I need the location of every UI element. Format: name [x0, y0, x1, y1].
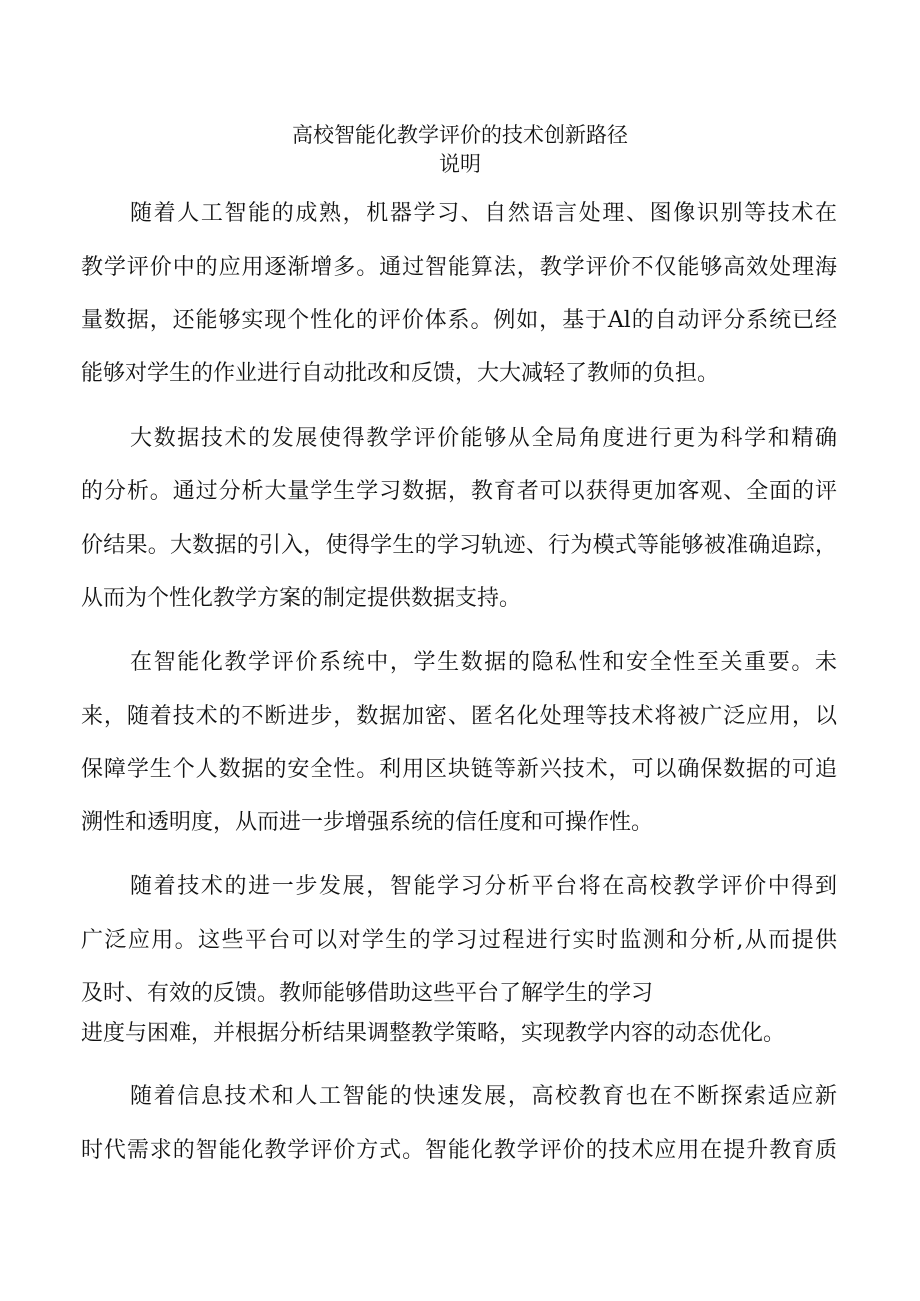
paragraph-2-line-4: 从而为个性化教学方案的制定提供数据支持。 — [81, 586, 522, 611]
document-title: 高校智能化教学评价的技术创新路径 — [292, 123, 628, 147]
paragraph-1-line-3: 量数据，还能够实现个性化的评价体系。例如，基于Al的自动评分系统已经 — [81, 308, 837, 333]
paragraph-5-line-1: 随着信息技术和人工智能的快速发展，高校教育也在不断探索适应新 — [130, 1084, 837, 1109]
paragraph-5-line-2: 时代需求的智能化教学评价方式。智能化教学评价的技术应用在提升教育质 — [81, 1138, 837, 1163]
paragraph-3-line-2: 来，随着技术的不断进步，数据加密、匿名化处理等技术将被广泛应用，以 — [81, 704, 837, 729]
paragraph-4-line-2: 广泛应用。这些平台可以对学生的学习过程进行实时监测和分析,从而提供 — [81, 928, 837, 953]
paragraph-2-line-1: 大数据技术的发展使得教学评价能够从全局角度进行更为科学和精确 — [130, 426, 837, 451]
paragraph-1-line-4: 能够对学生的作业进行自动批改和反馈，大大减轻了教师的负担。 — [81, 361, 720, 386]
paragraph-3-line-3: 保障学生个人数据的安全性。利用区块链等新兴技术，可以确保数据的可追 — [81, 757, 837, 782]
paragraph-1-line-2: 教学评价中的应用逐渐增多。通过智能算法，教学评价不仅能够高效处理海 — [81, 255, 837, 280]
document-subtitle: 说明 — [439, 152, 481, 176]
paragraph-2-line-3: 价结果。大数据的引入，使得学生的学习轨迹、行为模式等能够被准确追踪， — [81, 533, 837, 558]
paragraph-2-line-2: 的分析。通过分析大量学生学习数据，教育者可以获得更加客观、全面的评 — [81, 479, 837, 504]
paragraph-4-line-3: 及时、有效的反馈。教师能够借助这些平台了解学生的学习 — [81, 981, 654, 1006]
paragraph-1-line-1: 随着人工智能的成熟，机器学习、自然语言处理、图像识别等技术在 — [130, 201, 837, 226]
paragraph-3-line-1: 在智能化教学评价系统中，学生数据的隐私性和安全性至关重要。未 — [130, 650, 837, 675]
paragraph-4-line-4: 进度与困难，并根据分析结果调整教学策略，实现教学内容的动态优化。 — [81, 1021, 786, 1046]
paragraph-3-line-4: 溯性和透明度，从而进一步增强系统的信任度和可操作性。 — [81, 810, 654, 835]
paragraph-4-line-1: 随着技术的进一步发展，智能学习分析平台将在高校教学评价中得到 — [130, 874, 837, 899]
